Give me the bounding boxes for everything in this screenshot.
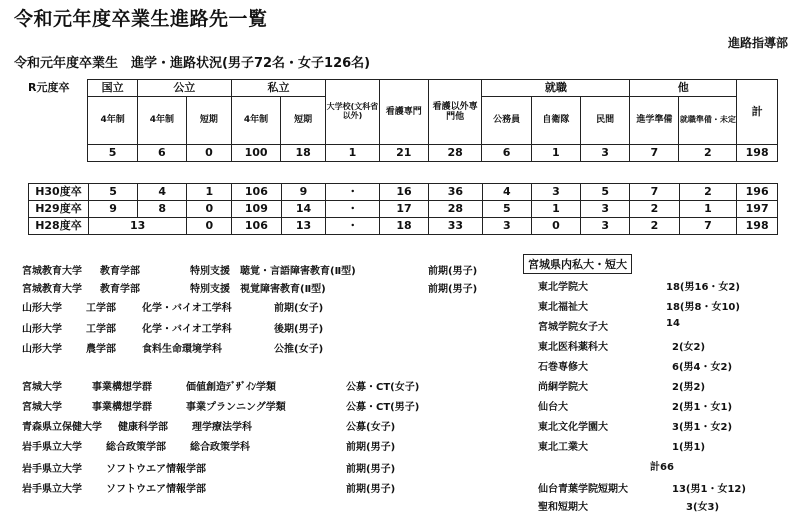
list-item-name: 仙台大: [538, 402, 568, 413]
list-item-note: 前期(女子): [274, 303, 324, 314]
list-item-name: 東北文化学園大: [538, 422, 608, 433]
group-employment: 就職: [482, 80, 630, 97]
list-item-dept: 農学部: [86, 344, 116, 355]
table-cell: 5: [88, 184, 137, 201]
table-cell: ・: [326, 218, 380, 235]
table-cell: 4: [138, 184, 187, 201]
list-item-course: 事業プランニング学類: [186, 402, 286, 413]
header-prep: 進学準備: [630, 97, 679, 145]
table-cell: 0: [531, 218, 580, 235]
list-item-name: 東北学院大: [538, 282, 588, 293]
row-label: H28度卒: [29, 218, 89, 235]
table-cell: ・: [326, 184, 380, 201]
table-cell: 2: [679, 184, 737, 201]
list-item-school: 宮城教育大学: [22, 284, 82, 295]
list-item-dept: 工学部: [86, 324, 116, 335]
list-item-note: 公募(女子): [346, 422, 396, 433]
r1-summary-table: [28, 79, 778, 162]
list-item-count: 6(男4・女2): [672, 362, 733, 373]
table-cell: 109: [232, 201, 281, 218]
header-non-nursing: 看護以外専門他: [428, 80, 482, 145]
list-item-dept: 健康科学部: [118, 422, 168, 433]
header-national-4: 4年制: [88, 97, 137, 145]
list-item-school: 宮城大学: [22, 402, 62, 413]
list-item-course: 化学・バイオ工学科: [142, 324, 232, 335]
list-item-note: 前期(男子): [346, 442, 396, 453]
table-cell: 1: [326, 145, 380, 162]
list-item-name: 仙台青葉学院短期大: [538, 484, 628, 495]
history-table: [28, 183, 778, 235]
table-cell: 106: [232, 218, 281, 235]
table-cell: 28: [428, 145, 482, 162]
list-item-dept: 工学部: [86, 303, 116, 314]
table-cell: 9: [88, 201, 137, 218]
header-job-prep: 就職準備・未定: [679, 97, 737, 145]
list-item-name: 東北工業大: [538, 442, 588, 453]
table-cell: 2: [679, 145, 737, 162]
table-cell: 3: [581, 218, 630, 235]
year-label: R元度卒: [28, 80, 70, 94]
list-item-dept: 教育学部: [100, 284, 140, 295]
subtitle: 令和元年度卒業生 進学・進路状況(男子72名・女子126名): [14, 56, 371, 71]
table-cell: 5: [581, 184, 630, 201]
list-item-school: 山形大学: [22, 344, 62, 355]
list-item-school: 岩手県立大学: [22, 464, 82, 475]
list-item-dept: 総合政策学部: [106, 442, 166, 453]
list-item-note: 公募・CT(男子): [346, 402, 420, 413]
table-cell: 198: [737, 145, 778, 162]
header-college: 大学校(文科省以外): [326, 80, 380, 145]
list-item-course: 特別支援 聴覚・言語障害教育(Ⅱ型): [190, 266, 356, 277]
table-cell: 0: [186, 145, 231, 162]
list-item-course: 化学・バイオ工学科: [142, 303, 232, 314]
table-cell: 8: [138, 201, 187, 218]
table-cell: 18: [281, 145, 326, 162]
list-item-course: 総合政策学科: [190, 442, 250, 453]
list-item-count: 18(男8・女10): [666, 302, 740, 313]
table-cell: 6: [482, 145, 531, 162]
list-item-dept: 事業構想学群: [92, 402, 152, 413]
table-cell: 0: [187, 218, 232, 235]
list-item-note: 公推(女子): [274, 344, 324, 355]
table-cell: 5: [88, 145, 137, 162]
table-cell: 2: [630, 201, 679, 218]
table-row: [28, 145, 778, 162]
list-item-note: 後期(男子): [274, 324, 324, 335]
table-cell: 16: [379, 184, 428, 201]
list-item-school: 山形大学: [22, 324, 62, 335]
table-cell: 21: [379, 145, 428, 162]
department-label: 進路指導部: [727, 36, 788, 50]
list-item-count: 18(男16・女2): [666, 282, 740, 293]
list-item-name: 石巻専修大: [538, 362, 588, 373]
group-other: 他: [630, 80, 737, 97]
list-item-count: 2(男1・女1): [672, 402, 733, 413]
list-item-count: 13(男1・女12): [672, 484, 746, 495]
list-item-course: 理学療法学科: [192, 422, 252, 433]
table-cell: 196: [737, 184, 778, 201]
header-civil: 公務員: [482, 97, 531, 145]
table-cell: 5: [482, 201, 531, 218]
list-item-count: 3(男1・女2): [672, 422, 733, 433]
group-private: 私立: [231, 80, 325, 97]
list-item-note: 前期(男子): [346, 484, 396, 495]
header-public-4: 4年制: [137, 97, 186, 145]
group-public: 公立: [137, 80, 231, 97]
row-label: H30度卒: [29, 184, 89, 201]
private-list-header: 宮城県内私大・短大: [523, 254, 632, 274]
list-item-dept: ソフトウエア情報学部: [106, 484, 206, 495]
list-item-name: 東北医科薬科大: [538, 342, 608, 353]
list-item-dept: 教育学部: [100, 266, 140, 277]
table-cell: 33: [429, 218, 483, 235]
list-item-count: 1(男1): [672, 442, 706, 453]
table-cell: 3: [482, 218, 531, 235]
table-cell: 7: [679, 218, 737, 235]
list-item-note: 前期(男子): [346, 464, 396, 475]
list-item-school: 山形大学: [22, 303, 62, 314]
list-item-school: 宮城教育大学: [22, 266, 82, 277]
list-item-count: 2(男2): [672, 382, 706, 393]
list-item-course: 食料生命環境学科: [142, 344, 222, 355]
table-cell: 100: [231, 145, 280, 162]
table-row: [29, 201, 778, 218]
table-cell: 1: [679, 201, 737, 218]
list-item-count: 3(女3): [686, 502, 720, 513]
header-public-short: 短期: [186, 97, 231, 145]
table-cell: 3: [580, 145, 629, 162]
table-cell: 3: [531, 184, 580, 201]
header-private-4: 4年制: [231, 97, 280, 145]
header-private-short: 短期: [281, 97, 326, 145]
list-item-dept: ソフトウエア情報学部: [106, 464, 206, 475]
private-total: 計66: [650, 462, 674, 473]
table-cell: 7: [630, 145, 679, 162]
table-cell: 1: [531, 201, 580, 218]
header-nursing: 看護専門: [379, 80, 428, 145]
table-row: [29, 218, 778, 235]
table-cell: 28: [429, 201, 483, 218]
page-title: 令和元年度卒業生進路先一覧: [14, 8, 268, 30]
list-item-name: 宮城学院女子大: [538, 322, 608, 333]
table-cell: ・: [326, 201, 380, 218]
table-cell: 14: [281, 201, 326, 218]
header-sdf: 自衛隊: [531, 97, 580, 145]
table-cell: 7: [630, 184, 679, 201]
table-cell: 3: [581, 201, 630, 218]
list-item-note: 前期(男子): [428, 284, 478, 295]
list-item-school: 岩手県立大学: [22, 442, 82, 453]
list-item-name: 聖和短期大: [538, 502, 588, 513]
header-total: 計: [737, 80, 778, 145]
list-item-count: 2(女2): [672, 342, 706, 353]
table-cell: 1: [531, 145, 580, 162]
list-item-dept: 事業構想学群: [92, 382, 152, 393]
table-cell: 197: [737, 201, 778, 218]
table-cell: 1: [187, 184, 232, 201]
table-row: [29, 184, 778, 201]
list-item-note: 前期(男子): [428, 266, 478, 277]
table-cell: 2: [630, 218, 679, 235]
header-private-sector: 民間: [580, 97, 629, 145]
table-cell: 13: [281, 218, 326, 235]
table-cell: 13: [88, 218, 186, 235]
table-cell: 9: [281, 184, 326, 201]
row-label: H29度卒: [29, 201, 89, 218]
table-cell: 4: [482, 184, 531, 201]
list-item-name: 尚絅学院大: [538, 382, 588, 393]
table-cell: 106: [232, 184, 281, 201]
table-cell: 0: [187, 201, 232, 218]
table-cell: 17: [379, 201, 428, 218]
table-cell: 198: [737, 218, 778, 235]
group-national: 国立: [88, 80, 137, 97]
list-item-course: 価値創造ﾃﾞｻﾞｲﾝ学類: [186, 382, 276, 393]
table-cell: 18: [379, 218, 428, 235]
list-item-school: 青森県立保健大学: [22, 422, 102, 433]
list-item-school: 宮城大学: [22, 382, 62, 393]
table-cell: 6: [137, 145, 186, 162]
list-item-school: 岩手県立大学: [22, 484, 82, 495]
list-item-note: 公募・CT(女子): [346, 382, 420, 393]
table-cell: 36: [429, 184, 483, 201]
list-item-course: 特別支援 視覚障害教育(Ⅱ型): [190, 284, 326, 295]
list-item-count: 14: [666, 318, 680, 329]
list-item-name: 東北福祉大: [538, 302, 588, 313]
